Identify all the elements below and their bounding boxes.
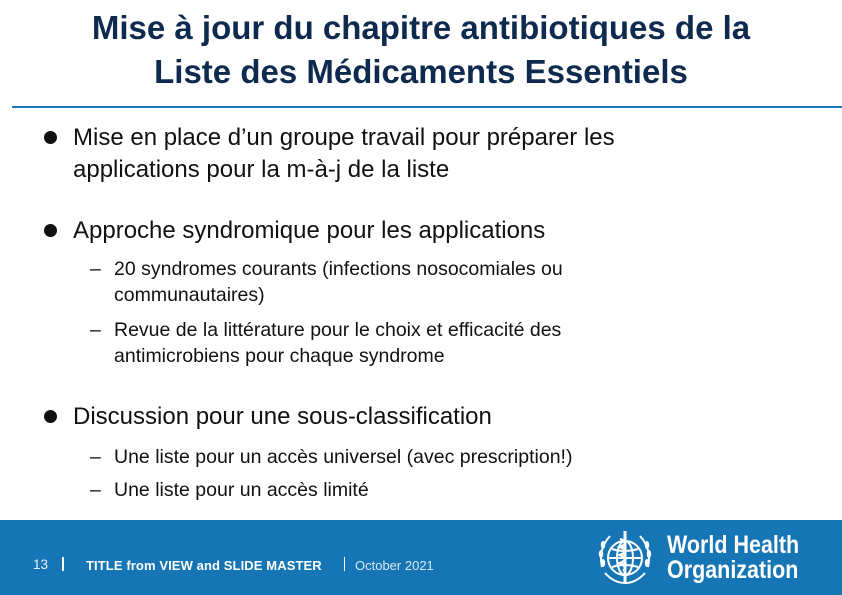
slide-title-line-1: Mise à jour du chapitre antibiotiques de la	[91, 9, 751, 46]
sub-bullet-text-line: communautaires)	[114, 284, 265, 306]
sub-bullet-item	[90, 255, 730, 310]
dash-icon: –	[90, 258, 101, 280]
dash-icon: –	[90, 446, 101, 468]
sub-bullet-text-line: antimicrobiens pour chaque syndrome	[114, 345, 445, 367]
who-emblem-icon	[594, 527, 656, 589]
bullet-item	[44, 401, 764, 433]
slide-title	[0, 6, 842, 94]
bullet-text-line: Mise en place d’un groupe travail pour préparer les	[73, 124, 615, 151]
sub-bullet-item	[90, 476, 730, 505]
bullet-dot-icon	[44, 131, 57, 144]
sub-bullet-text-line: Une liste pour un accès limité	[114, 479, 369, 501]
sub-bullet-text-line: 20 syndromes courants (infections nosocomiales ou	[114, 258, 563, 280]
bullet-item	[44, 122, 764, 186]
who-logo-text	[667, 533, 799, 583]
bullet-text-line: Discussion pour une sous-classification	[73, 403, 492, 430]
dash-icon: –	[90, 319, 101, 341]
sub-bullet-text-line: Une liste pour un accès universel (avec prescription!)	[114, 446, 573, 468]
who-logo-line-2: Organization	[667, 556, 799, 584]
sub-bullet-item	[90, 443, 730, 472]
sub-bullet-item	[90, 316, 730, 371]
title-divider	[12, 106, 842, 108]
footer-title: TITLE from VIEW and SLIDE MASTER	[86, 558, 322, 573]
sub-bullet-text-line: Revue de la littérature pour le choix et efficacité des	[114, 319, 562, 341]
bullet-item	[44, 215, 764, 247]
bullet-text-line: Approche syndromique pour les applications	[73, 217, 546, 244]
bullet-dot-icon	[44, 224, 57, 237]
footer-separator	[344, 557, 345, 571]
footer-separator	[62, 557, 64, 571]
slide-footer	[0, 520, 842, 595]
footer-date: October 2021	[355, 558, 434, 573]
bullet-text-line: applications pour la m-à-j de la liste	[73, 156, 450, 183]
slide-number: 13	[33, 557, 49, 572]
bullet-dot-icon	[44, 410, 57, 423]
who-logo-line-1: World Health	[667, 531, 800, 559]
slide-title-line-2: Liste des Médicaments Essentiels	[154, 53, 688, 90]
dash-icon: –	[90, 479, 101, 501]
